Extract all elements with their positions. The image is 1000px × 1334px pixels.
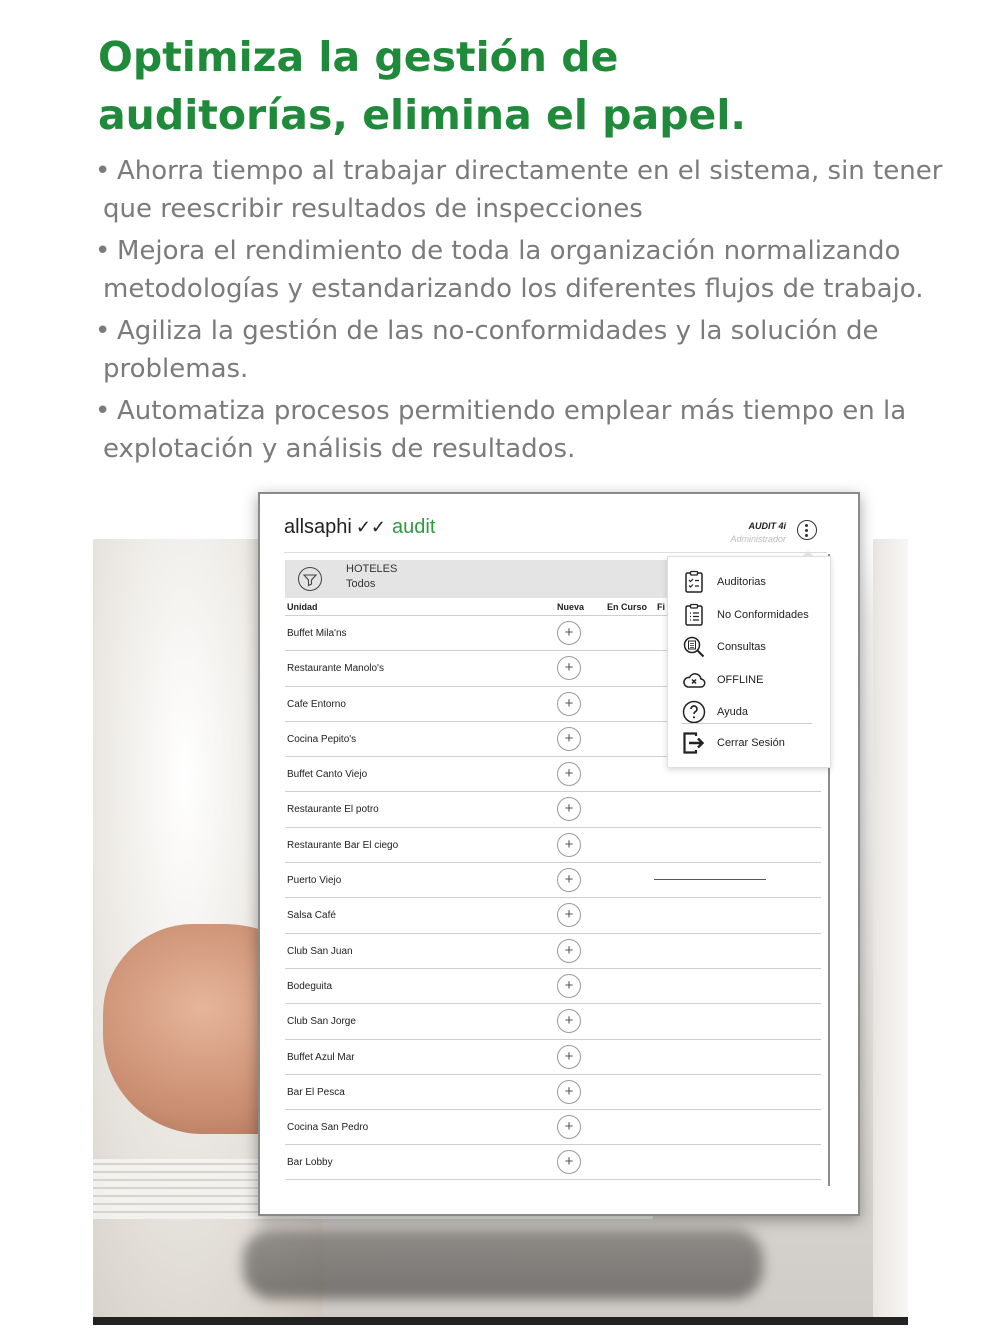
photo-pen	[243, 1229, 763, 1299]
benefit-item: • Ahorra tiempo al trabajar directamente en el sistema, sin tener que reescribir resultados de inspecciones	[95, 156, 943, 224]
column-unidad: Unidad	[287, 602, 318, 612]
benefit-list	[95, 152, 955, 472]
table-row[interactable]	[285, 1003, 821, 1038]
more-menu-icon[interactable]	[797, 520, 817, 540]
menu-label: Ayuda	[717, 706, 748, 718]
user-menu	[667, 556, 831, 768]
filter-icon[interactable]	[298, 567, 322, 591]
menu-item-consultas[interactable]	[682, 635, 827, 661]
table-row[interactable]	[285, 1074, 821, 1109]
add-audit-button[interactable]: +	[557, 903, 581, 927]
add-audit-button[interactable]: +	[557, 1045, 581, 1069]
filter-category: HOTELES	[346, 563, 398, 575]
unit-name: Restaurante El potro	[287, 804, 379, 816]
add-audit-button[interactable]: +	[557, 656, 581, 680]
app-screenshot	[258, 492, 860, 1216]
column-finalizada: Fi	[657, 602, 665, 612]
benefit-item: • Mejora el rendimiento de toda la organización normalizando metodologías y estandarizando los diferentes flujos de trabajo.	[95, 236, 924, 304]
table-row[interactable]	[285, 968, 821, 1003]
column-en-curso: En Curso	[607, 602, 648, 612]
double-check-icon: ✓✓	[355, 517, 386, 537]
headline-line-2: auditorías, elimina el papel.	[98, 91, 746, 139]
add-audit-button[interactable]: +	[557, 833, 581, 857]
menu-item-no-conformidades[interactable]	[682, 603, 827, 629]
table-row[interactable]	[285, 1144, 821, 1179]
menu-label: OFFLINE	[717, 674, 764, 686]
unit-name: Salsa Café	[287, 910, 336, 922]
unit-name: Cafe Entorno	[287, 698, 346, 710]
table-row[interactable]	[285, 1039, 821, 1074]
headline-line-1: Optimiza la gestión de	[98, 33, 619, 81]
headline	[98, 28, 958, 144]
unit-name: Cocina San Pedro	[287, 1122, 369, 1134]
unit-name: Buffet Mila'ns	[287, 628, 347, 639]
add-audit-button[interactable]: +	[557, 939, 581, 963]
menu-item-auditorias[interactable]	[682, 570, 827, 596]
menu-label: No Conformidades	[717, 609, 809, 621]
table-row[interactable]	[285, 933, 821, 968]
unit-name: Buffet Canto Viejo	[287, 769, 368, 781]
table-row[interactable]	[285, 791, 821, 826]
unit-name: Bar El Pesca	[287, 1086, 345, 1098]
add-audit-button[interactable]: +	[557, 797, 581, 821]
unit-name: Club San Jorge	[287, 1016, 356, 1028]
add-audit-button[interactable]: +	[557, 974, 581, 998]
filter-value: Todos	[346, 578, 376, 590]
menu-item-offline[interactable]	[682, 668, 827, 694]
app-name: AUDIT 4i	[748, 521, 786, 531]
logo-product: audit	[392, 516, 436, 538]
unit-name: Cocina Pepito's	[287, 733, 357, 745]
add-audit-button[interactable]: +	[557, 868, 581, 892]
unit-name: Bodeguita	[287, 980, 333, 992]
clipboard-check-icon	[682, 570, 706, 594]
filter-bar[interactable]	[285, 560, 668, 598]
unit-name: Restaurante Bar El ciego	[287, 839, 399, 851]
table-row[interactable]	[285, 827, 821, 862]
add-audit-button[interactable]: +	[557, 692, 581, 716]
unit-name: Club San Juan	[287, 945, 353, 957]
unit-name: Buffet Azul Mar	[287, 1051, 355, 1063]
logo-brand: allsaphi	[284, 516, 352, 538]
menu-item-cerrar-sesion[interactable]	[682, 731, 827, 757]
add-audit-button[interactable]: +	[557, 1115, 581, 1139]
menu-label: Auditorias	[717, 576, 766, 588]
header-divider	[284, 552, 827, 553]
add-audit-button[interactable]: +	[557, 727, 581, 751]
table-row[interactable]	[285, 1109, 821, 1144]
user-role: Administrador	[730, 534, 786, 544]
search-document-icon	[682, 635, 706, 659]
photo-sleeve-right	[873, 539, 908, 1325]
add-audit-button[interactable]: +	[557, 762, 581, 786]
benefit-item: • Agiliza la gestión de las no-conformidades y la solución de problemas.	[95, 316, 879, 384]
divider-line	[654, 879, 766, 880]
add-audit-button[interactable]: +	[557, 1150, 581, 1174]
app-logo	[284, 516, 435, 539]
photo-bottom-edge	[93, 1317, 908, 1325]
menu-caret	[802, 551, 814, 557]
unit-name: Restaurante Manolo's	[287, 663, 384, 675]
logout-icon	[682, 731, 706, 755]
add-audit-button[interactable]: +	[557, 1009, 581, 1033]
menu-label: Consultas	[717, 641, 766, 653]
menu-label: Cerrar Sesión	[717, 737, 785, 749]
help-icon	[682, 700, 706, 724]
add-audit-button[interactable]: +	[557, 1080, 581, 1104]
benefit-item: • Automatiza procesos permitiendo emplear más tiempo en la explotación y análisis de resultados.	[95, 396, 907, 464]
clipboard-list-icon	[682, 603, 706, 627]
column-nueva: Nueva	[557, 602, 585, 612]
table-row[interactable]	[285, 897, 821, 932]
add-audit-button[interactable]: +	[557, 621, 581, 645]
cloud-x-icon	[682, 668, 706, 692]
unit-name: Bar Lobby	[287, 1157, 333, 1169]
menu-separator	[682, 723, 812, 724]
unit-name: Puerto Viejo	[287, 875, 342, 887]
